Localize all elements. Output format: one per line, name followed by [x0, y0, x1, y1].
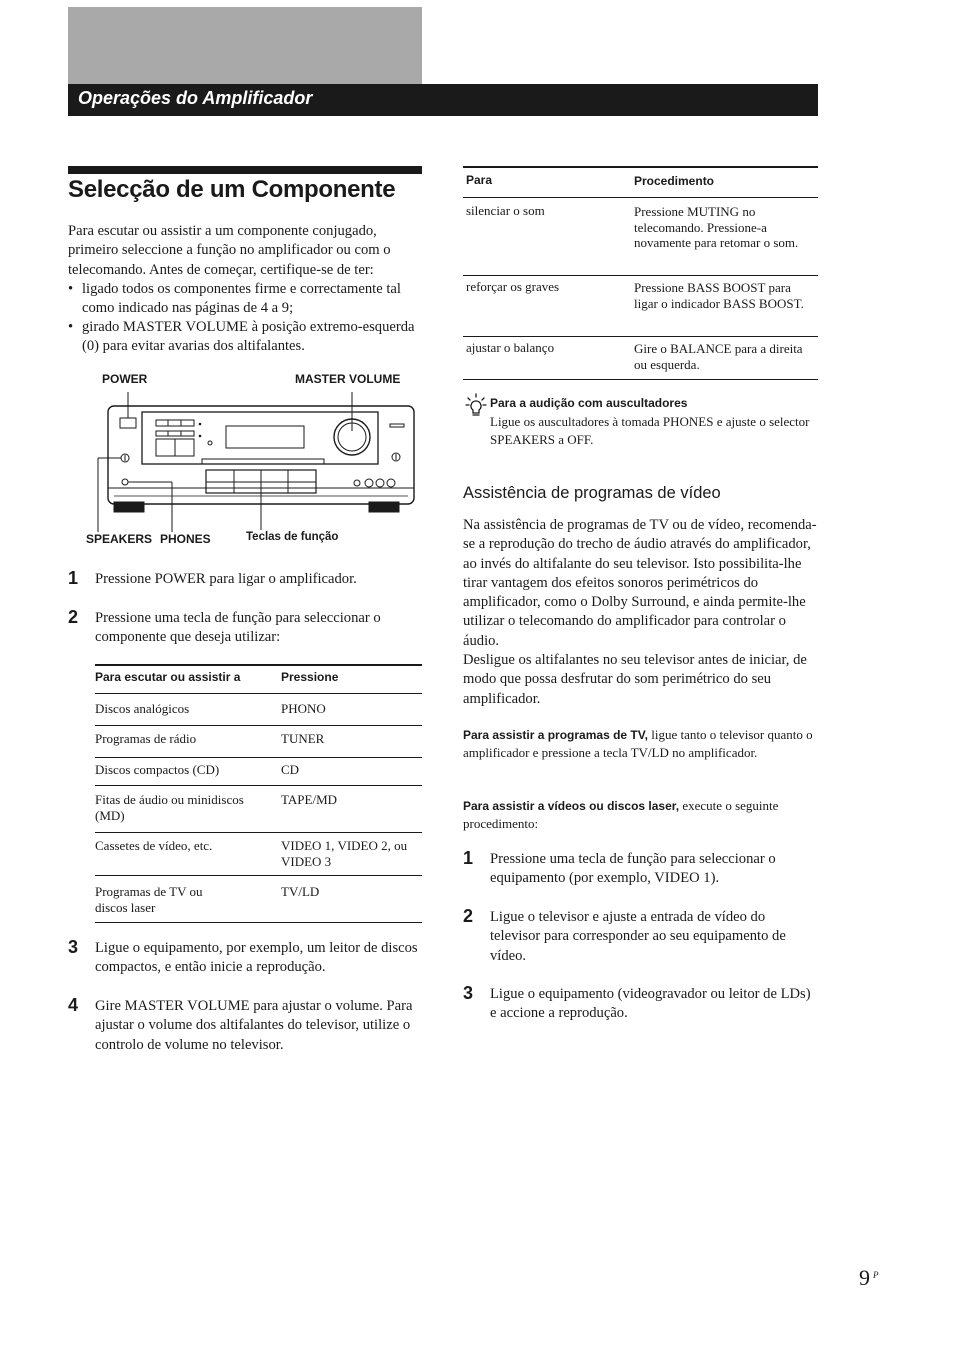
table-top-rule	[463, 166, 818, 168]
intro-paragraph: Para escutar ou assistir a um componente conjugado, primeiro seleccione a função no amplificador ou com o telecomando. Antes de começar, certifique-se de ter:	[68, 223, 391, 278]
bullet-symbol: •	[68, 281, 74, 297]
bullet-item	[68, 318, 422, 357]
step-number: 1	[68, 568, 79, 588]
table-cell: Programas de TV ou discos laser	[95, 884, 203, 915]
step-text: Pressione uma tecla de função para seleccionar o equipamento (por exemplo, VIDEO 1).	[490, 851, 776, 887]
table-bottom-rule	[463, 379, 818, 380]
lightbulb-tip-icon	[465, 393, 487, 417]
table-cell: ajustar o balanço	[466, 340, 555, 355]
step-text: Ligue o equipamento (videogravador ou leitor de LDs) e accione a reprodução.	[490, 986, 811, 1022]
step-number: 1	[463, 848, 474, 868]
table-rule	[463, 197, 818, 198]
video-paragraph-1: Na assistência de programas de TV ou de vídeo, recomenda-se a reprodução do trecho de áudio através do amplificador, ao invés do altifalante do seu televisor. Isto possibilita-lhe tirar vantagem dos efeitos sonoros perimétricos do amplificador, como o Dolby Surround, e ainda permite-lhe utilizar o telecomando do amplificador para controlar o áudio.	[463, 517, 817, 649]
diagram-label-speakers: SPEAKERS	[86, 532, 153, 546]
step-number: 4	[68, 995, 79, 1015]
table-bottom-rule	[95, 922, 422, 923]
table-header: Pressione	[281, 670, 339, 684]
diagram-label-phones: PHONES	[160, 532, 211, 546]
step-text: Pressione POWER para ligar o amplificador.	[95, 571, 357, 587]
bullet-text: ligado todos os componentes firme e correctamente tal como indicado nas páginas de 4 a 9;	[82, 281, 401, 317]
table-cell: reforçar os graves	[466, 279, 560, 294]
table-cell: Pressione BASS BOOST para ligar o indicador BASS BOOST.	[634, 280, 804, 311]
step-text: Pressione uma tecla de função para seleccionar o componente que deseja utilizar:	[95, 610, 381, 646]
table-cell: Gire o BALANCE para a direita ou esquerda.	[634, 341, 803, 372]
diagram-label-function-keys: Teclas de função	[246, 531, 339, 543]
step-text: Ligue o televisor e ajuste a entrada de vídeo do televisor para corresponder ao seu equipamento de vídeo.	[490, 909, 786, 964]
table-rule	[95, 757, 422, 758]
table-header: Procedimento	[634, 174, 715, 188]
table-rule	[95, 875, 422, 876]
table-cell: VIDEO 1, VIDEO 2, ou VIDEO 3	[281, 838, 408, 869]
table-cell: Programas de rádio	[95, 731, 197, 746]
table-cell: Discos analógicos	[95, 701, 190, 716]
step-text: Gire MASTER VOLUME para ajustar o volume. Para ajustar o volume dos altifalantes do televisor, utilize o controlo de volume no televisor.	[95, 998, 413, 1053]
step-number: 3	[463, 983, 474, 1003]
step-number: 2	[68, 607, 79, 627]
bullet-item	[68, 280, 422, 319]
table-rule	[95, 725, 422, 726]
table-cell: silenciar o som	[466, 203, 545, 218]
bullet-symbol: •	[68, 319, 74, 335]
page-number-suffix: P	[873, 1270, 879, 1280]
step-number: 3	[68, 937, 79, 957]
page-title: Selecção de um Componente	[68, 176, 396, 203]
amplifier-diagram	[84, 384, 424, 534]
video-instructions-text: execute o seguinte procedimento:	[463, 798, 779, 831]
table-rule	[95, 785, 422, 786]
table-cell: Fitas de áudio ou minidiscos (MD)	[95, 792, 244, 823]
bullet-text: girado MASTER VOLUME à posição extremo-esquerda (0) para evitar avarias dos altifalantes.	[82, 319, 415, 355]
section-title: Operações do Amplificador	[78, 88, 313, 108]
tip-heading: Para a audição com auscultadores	[490, 396, 688, 410]
table-rule	[95, 693, 422, 694]
tip-text: Ligue os auscultadores à tomada PHONES e ajuste o selector SPEAKERS a OFF.	[490, 414, 810, 447]
header-grey-block	[68, 7, 422, 84]
table-header: Para escutar ou assistir a	[95, 670, 241, 684]
page-number: 9	[859, 1265, 870, 1290]
tv-instructions-text: ligue tanto o televisor quanto o amplificador e pressione a tecla TV/LD no amplificador.	[463, 727, 813, 760]
table-rule	[463, 336, 818, 337]
video-paragraph-2: Desligue os altifalantes no seu televisor antes de iniciar, de modo que possa desfrutar do som perimétrico do seu amplificador.	[463, 652, 807, 707]
table-cell: CD	[281, 762, 300, 777]
table-cell: TV/LD	[281, 884, 320, 899]
video-instructions	[463, 797, 813, 833]
table-rule	[95, 832, 422, 833]
table-cell: TUNER	[281, 731, 325, 746]
table-header: Para	[466, 173, 493, 187]
diagram-label-master-volume: MASTER VOLUME	[295, 372, 401, 386]
table-cell: Pressione MUTING no telecomando. Pressione-a novamente para retomar o som.	[634, 204, 799, 250]
table-top-rule	[95, 664, 422, 666]
tv-instructions-lead: Para assistir a programas de TV,	[463, 728, 648, 742]
video-instructions-lead: Para assistir a vídeos ou discos laser,	[463, 799, 680, 813]
diagram-label-power: POWER	[102, 372, 148, 386]
table-cell: Discos compactos (CD)	[95, 762, 220, 777]
table-rule	[463, 275, 818, 276]
section-subtitle: Assistência de programas de vídeo	[463, 484, 721, 502]
table-cell: PHONO	[281, 701, 326, 716]
step-text: Ligue o equipamento, por exemplo, um leitor de discos compactos, e então inicie a reprodução.	[95, 940, 418, 976]
video-paragraph	[463, 516, 819, 709]
title-rule	[68, 166, 422, 174]
step-number: 2	[463, 906, 474, 926]
table-cell: Cassetes de vídeo, etc.	[95, 838, 213, 853]
table-cell: TAPE/MD	[281, 792, 338, 807]
tv-instructions	[463, 726, 813, 762]
